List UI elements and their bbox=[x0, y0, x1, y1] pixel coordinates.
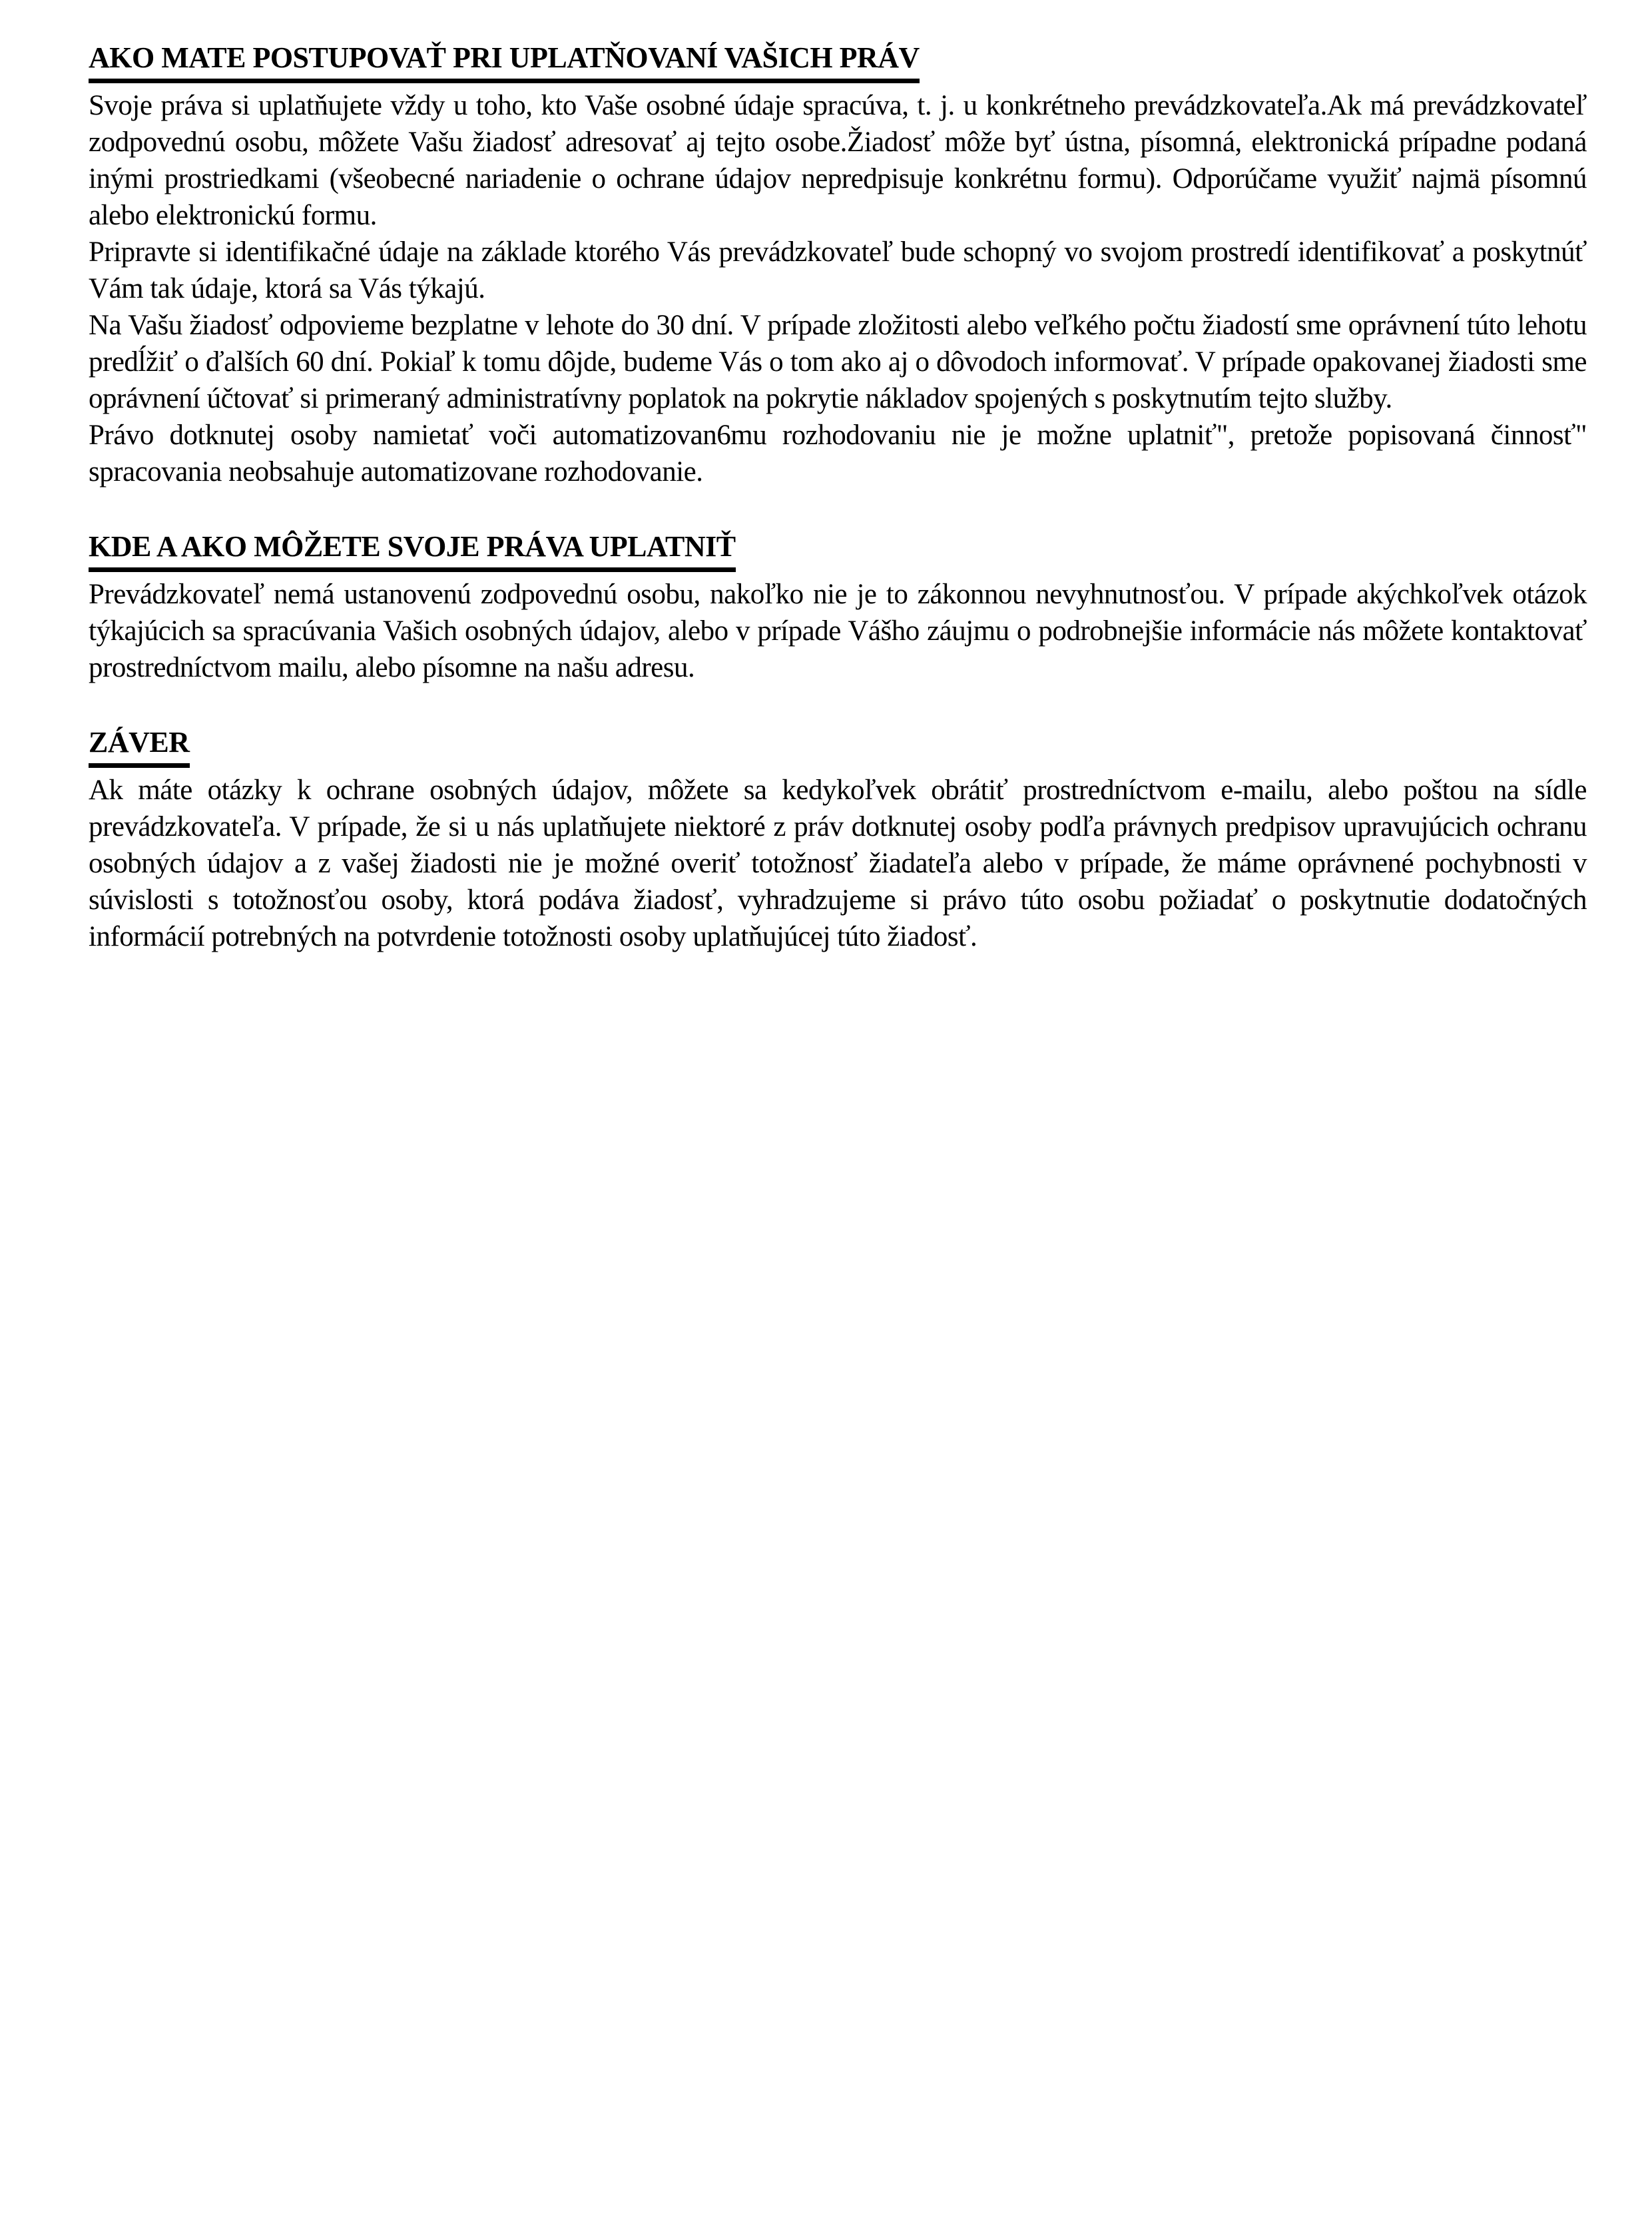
paragraph-no-dpo-contact-info: Prevádzkovateľ nemá ustanovenú zodpovednú osobu, nakoľko nie je to zákonnou nevyhnutnosťou. V prípade akýchkoľvek otázok týkajúcich sa spracúvania Vašich osobných údajov, alebo v prípade Vášho záujmu o podrobnejšie informácie nás môžete kontaktovať prostredníctvom mailu, alebo písomne na našu adresu. bbox=[89, 579, 1587, 683]
paragraph-conclusion-identity-verification: Ak máte otázky k ochrane osobných údajov, môžete sa kedykoľvek obrátiť prostredníctvom e-mailu, alebo poštou na sídle prevádzkovateľa. V prípade, že si u nás uplatňujete niektoré z práv dotknutej osoby podľa právnych predpisov upravujúcich ochranu osobných údajov a z vašej žiadosti nie je možné overiť totožnosť žiadateľa alebo v prípade, že máme oprávnené pochybnosti v súvislosti s totožnosťou osoby, ktorá podáva žiadosť, vyhradzujeme si právo túto osobu požiadať o poskytnutie dodatočných informácií potrebných na potvrdenie totožnosti osoby uplatňujúcej túto žiadosť. bbox=[89, 775, 1587, 952]
section-how-to-exercise-rights bbox=[89, 39, 1587, 490]
section-conclusion bbox=[89, 723, 1587, 955]
heading-underlined-text: KDE A AKO MÔŽETE SVOJE PRÁVA UPLATNIŤ bbox=[89, 527, 736, 572]
section-where-to-exercise-rights bbox=[89, 527, 1587, 686]
section-heading-where-to-exercise-rights bbox=[89, 527, 1587, 572]
heading-underlined-text: AKO MATE POSTUPOVAŤ PRI UPLATŇOVANÍ VAŠICH PRÁV bbox=[89, 39, 920, 83]
section-heading-conclusion bbox=[89, 723, 1587, 768]
paragraph-prepare-identification-data: Pripravte si identifikačné údaje na základe ktorého Vás prevádzkovateľ bude schopný vo svojom prostredí identifikovať a poskytnúť Vám tak údaje, ktorá sa Vás týkajú. bbox=[89, 236, 1587, 304]
heading-underlined-text: ZÁVER bbox=[89, 723, 190, 768]
section-heading-how-to-exercise-rights bbox=[89, 39, 1587, 83]
paragraph-exercise-with-controller: Svoje práva si uplatňujete vždy u toho, kto Vaše osobné údaje spracúva, t. j. u konkrétneho prevádzkovateľa.Ak má prevádzkovateľ zodpovednú osobu, môžete Vašu žiadosť adresovať aj tejto osobe.Žiadosť môže byť ústna, písomná, elektronická prípadne podaná inými prostriedkami (všeobecné nariadenie o ochrane údajov nepredpisuje konkrétnu formu). Odporúčame využiť najmä písomnú alebo elektronickú formu. bbox=[89, 90, 1587, 231]
paragraph-automated-decision-objection: Právo dotknutej osoby namietať voči automatizovan6mu rozhodovaniu nie je možne uplatniť", pretože popisovaná činnosť" spracovania neobsahuje automatizovane rozhodovanie. bbox=[89, 420, 1587, 487]
paragraph-response-deadlines: Na Vašu žiadosť odpovieme bezplatne v lehote do 30 dní. V prípade zložitosti alebo veľkého počtu žiadostí sme oprávnení túto lehotu predĺžiť o ďalších 60 dní. Pokiaľ k tomu dôjde, budeme Vás o tom ako aj o dôvodoch informovať. V prípade opakovanej žiadosti sme oprávnení účtovať si primeraný administratívny poplatok na pokrytie nákladov spojených s poskytnutím tejto služby. bbox=[89, 310, 1587, 414]
